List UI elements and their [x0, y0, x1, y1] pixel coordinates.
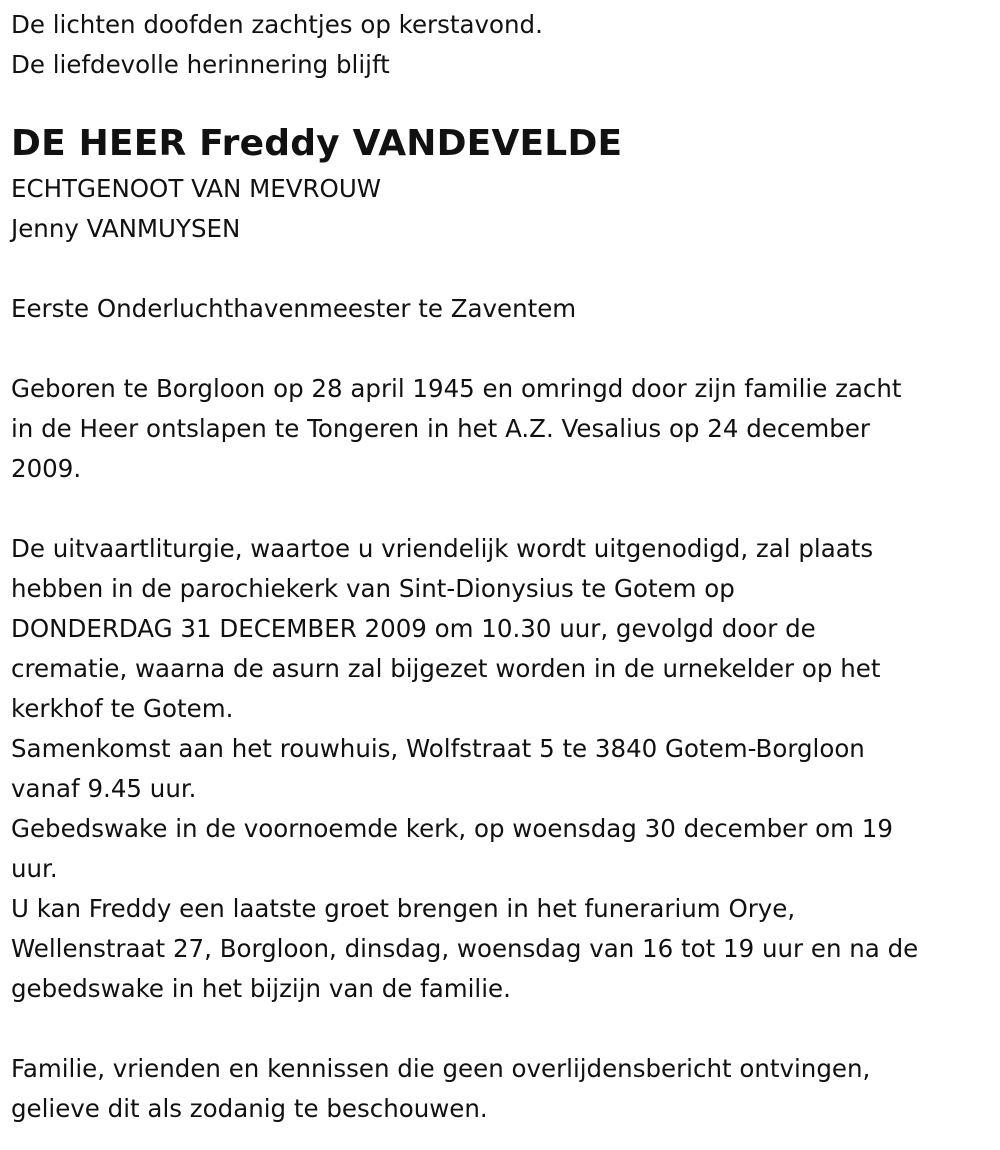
- paragraph-line: Gebedswake in de voornoemde kerk, op woensdag 30 december om 19: [11, 814, 893, 843]
- closing-paragraph: [11, 1049, 1000, 1129]
- paragraph-line: crematie, waarna de asurn zal bijgezet worden in de urnekelder op het: [11, 654, 881, 683]
- spacer: [11, 1009, 1000, 1049]
- spouse-line: ECHTGENOOT VAN MEVROUW: [11, 174, 382, 203]
- intro-line: De liefdevolle herinnering blijft: [11, 50, 390, 79]
- paragraph-line: hebben in de parochiekerk van Sint-Dionysius te Gotem op: [11, 574, 735, 603]
- paragraph-line: uur.: [11, 854, 58, 883]
- spacer: [11, 489, 1000, 529]
- paragraph-line: Wellenstraat 27, Borgloon, dinsdag, woensdag van 16 tot 19 uur en na de: [11, 934, 919, 963]
- occupation-text: Eerste Onderluchthavenmeester te Zaventem: [11, 294, 577, 323]
- paragraph-line: U kan Freddy een laatste groet brengen in het funerarium Orye,: [11, 894, 796, 923]
- spouse-name: Jenny VANMUYSEN: [11, 214, 241, 243]
- paragraph-line: in de Heer ontslapen te Tongeren in het A.Z. Vesalius op 24 december: [11, 414, 870, 443]
- paragraph-line: Samenkomst aan het rouwhuis, Wolfstraat 5 te 3840 Gotem-Borgloon: [11, 734, 865, 763]
- intro-line: De lichten doofden zachtjes op kerstavond.: [11, 10, 543, 39]
- paragraph-line: vanaf 9.45 uur.: [11, 774, 197, 803]
- paragraph-line: Familie, vrienden en kennissen die geen overlijdensbericht ontvingen,: [11, 1054, 871, 1083]
- paragraph-line: gelieve dit als zodanig te beschouwen.: [11, 1094, 488, 1123]
- paragraph-line: Geboren te Borgloon op 28 april 1945 en omringd door zijn familie zacht: [11, 374, 902, 403]
- deceased-name: DE HEER Freddy VANDEVELDE: [11, 123, 623, 164]
- spouse-block: [11, 169, 1000, 249]
- funeral-paragraph: [11, 529, 1000, 1009]
- spacer: [11, 249, 1000, 289]
- paragraph-line: gebedswake in het bijzijn van de familie.: [11, 974, 511, 1003]
- paragraph-line: De uitvaartliturgie, waartoe u vriendelijk wordt uitgenodigd, zal plaats: [11, 534, 874, 563]
- paragraph-line: 2009.: [11, 454, 82, 483]
- spacer: [11, 329, 1000, 369]
- birth-death-paragraph: [11, 369, 1000, 489]
- paragraph-line: DONDERDAG 31 DECEMBER 2009 om 10.30 uur, gevolgd door de: [11, 614, 816, 643]
- intro-text: [11, 5, 1000, 85]
- paragraph-line: kerkhof te Gotem.: [11, 694, 234, 723]
